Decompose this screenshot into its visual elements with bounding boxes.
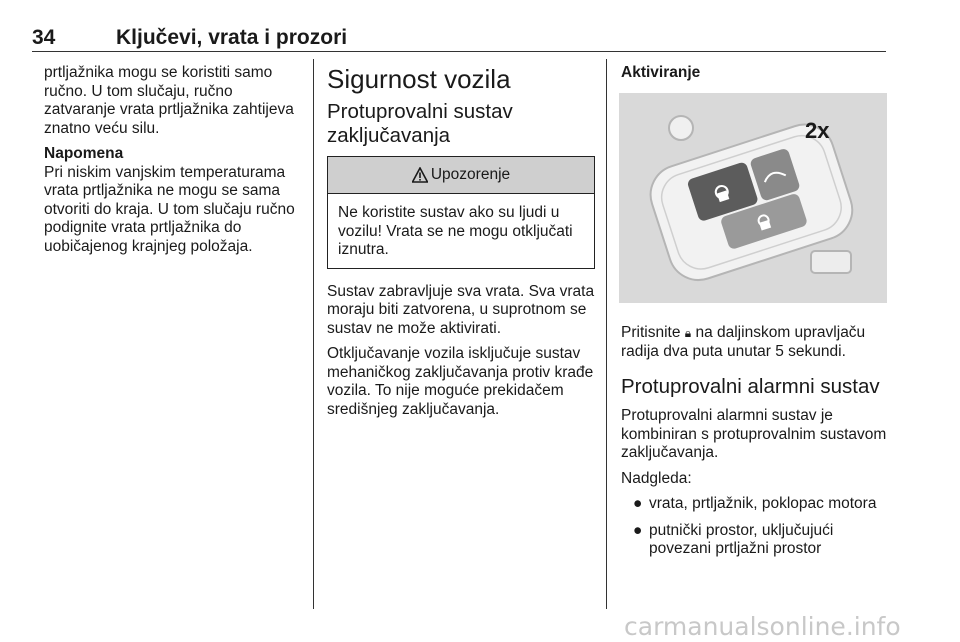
list-item-text: putnički prostor, uključujući povezani prtljažni prostor (649, 521, 834, 557)
column-divider-1 (313, 59, 314, 609)
warning-text: Ne koristite sustav ako su ljudi u vozilu! Vrata se ne mogu otključati iznutra. (338, 204, 573, 258)
list-item-text: vrata, prtljažnik, poklopac motora (649, 495, 877, 512)
press-instruction (621, 324, 889, 361)
note-text: Pri niskim vanjskim temperaturama vrata prtljažnika ne mogu se sama otvoriti do kraja. U tom slučaju ručno podignite vrata prtljažnika do uobičajenog krajnjeg položaja. (44, 163, 295, 255)
monitoring-list (621, 495, 889, 559)
warning-box (327, 156, 595, 269)
column-left (44, 64, 306, 263)
column-middle (327, 64, 595, 426)
paragraph: Otključavanje vozila isključuje sustav mehaničkog zaključavanja protiv krađe vozila. To nije moguće prekidačem središnjeg zaključavanja. (327, 345, 594, 418)
subsection-title: Protuprovalni sustav zaključavanja (327, 100, 513, 147)
press-suffix: na daljinskom upravljaču radija dva puta unutar 5 sekundi. (621, 324, 866, 360)
lock-icon: 🔒︎ (684, 326, 692, 340)
alarm-title: Protuprovalni alarmni sustav (621, 375, 880, 398)
monitoring-label: Nadgleda: (621, 469, 692, 487)
watermark: carmanualsonline.info (624, 612, 901, 641)
warning-header (328, 157, 594, 194)
column-divider-2 (606, 59, 607, 609)
figure-label: 2x (805, 117, 830, 143)
list-item: ● putnički prostor, uključujući povezani prtljažni prostor (633, 521, 834, 557)
paragraph: prtljažnika mogu se koristiti samo ručno. U tom slučaju, ručno zatvaranje vrata prtljažnika zahtijeva znatno veću silu. (44, 64, 294, 137)
page-header (32, 26, 886, 50)
section-title: Sigurnost vozila (327, 64, 511, 94)
note-title: Napomena (44, 145, 124, 162)
alarm-text: Protuprovalni alarmni sustav je kombiniran s protuprovalnim sustavom zaključavanja. (621, 407, 887, 461)
header-rule (32, 51, 886, 52)
press-prefix: Pritisnite (621, 324, 681, 341)
activation-title: Aktiviranje (621, 64, 701, 81)
list-item: ● vrata, prtljažnik, poklopac motora (633, 495, 877, 512)
column-right (621, 64, 889, 567)
paragraph: Sustav zabravljuje sva vrata. Sva vrata moraju biti zatvorena, u suprotnom se sustav ne može aktivirati. (327, 282, 595, 337)
warning-title: Upozorenje (430, 165, 511, 183)
remote-key-illustration (619, 93, 887, 303)
page-number: 34 (32, 26, 56, 49)
warning-triangle-icon (412, 167, 428, 183)
chapter-title: Ključevi, vrata i prozori (116, 26, 348, 49)
